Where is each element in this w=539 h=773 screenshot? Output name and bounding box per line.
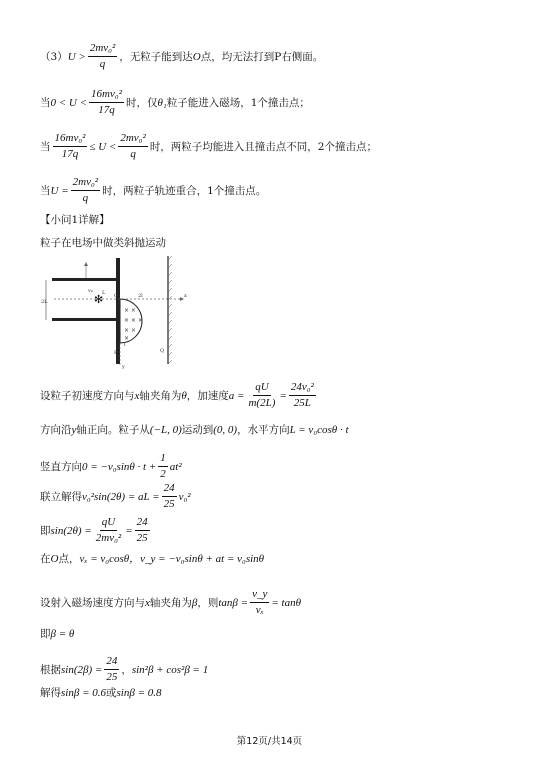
math-expr: (0, 0) [213, 424, 238, 436]
fraction-numerator: 1 [158, 452, 168, 467]
text-segment: 运动到 [181, 424, 214, 436]
fraction [89, 88, 124, 117]
fraction-denominator: 25L [293, 397, 311, 409]
text-line [40, 381, 318, 410]
fraction-numerator: qU [100, 516, 117, 531]
text-segment: 时，仅 [126, 96, 158, 109]
text-line [40, 132, 377, 161]
text-line [40, 482, 191, 511]
label-l: L [102, 290, 106, 296]
math-expr: = tanθ [271, 596, 301, 609]
math-expr: x [134, 389, 140, 402]
math-expr: v_y = −v₀sinθ + at = v₀sinθ [140, 553, 265, 565]
math-expr: = [125, 524, 133, 537]
text-line [40, 452, 182, 481]
fraction-denominator: 17q [98, 104, 115, 116]
text-line [40, 655, 208, 684]
fraction-denominator: vₓ [255, 604, 264, 616]
math-expr: U = [50, 184, 69, 197]
text-segment: 根据 [40, 663, 61, 676]
fraction-numerator: 16mv₀² [53, 132, 88, 147]
math-expr: sinβ = 0.8 [116, 687, 162, 699]
fraction-numerator: 16mv₀² [89, 88, 124, 103]
text-segment: 粒子能进入磁场，1个撞击点； [166, 96, 310, 109]
text-line [40, 42, 323, 71]
fraction-denominator: q [130, 148, 136, 160]
fraction-denominator: m(2L) [248, 397, 276, 409]
text-segment: 时，两粒子轨迹重合，1个撞击点。 [102, 184, 267, 197]
math-expr: sinβ = 0.6 [61, 687, 106, 699]
label-o: O [114, 293, 119, 299]
label-x: x [184, 293, 187, 299]
fraction-denominator: q [82, 192, 89, 204]
text-segment: 或 [106, 687, 117, 699]
math-expr: L = v₀cosθ · t [289, 424, 349, 436]
math-expr: θ [181, 389, 187, 402]
plate-bottom [52, 318, 118, 321]
math-expr: 0 < U < [50, 96, 88, 109]
fraction-denominator: 25 [136, 532, 148, 544]
fraction-numerator: qU [253, 381, 270, 396]
text-line [40, 588, 301, 617]
text-line [40, 423, 349, 437]
text-segment: 联立解得 [40, 490, 82, 503]
fraction [158, 452, 168, 481]
text-segment: 点， [58, 553, 80, 565]
fraction-numerator: 2mv₀² [71, 176, 100, 191]
field-mark: × × [124, 327, 136, 334]
text-segment: ，无粒子能到达 [119, 50, 193, 63]
math-expr: θ₁ [157, 96, 167, 109]
math-expr: U > [67, 50, 86, 63]
text-segment: 当 [40, 96, 51, 109]
fraction [94, 516, 123, 545]
math-expr: β = θ [50, 628, 75, 640]
text-segment: 点，均无法打到P右侧面。 [200, 50, 324, 63]
math-expr: O [192, 50, 201, 63]
math-expr: v₀² [178, 490, 191, 503]
text-segment: 方向沿 [40, 424, 72, 436]
text-segment: 轴夹角为 [149, 596, 192, 609]
text-segment: 当 [40, 140, 51, 153]
math-expr: 0 = −v₀sinθ · t + [82, 460, 157, 473]
math-expr: vₓ = v₀cosθ， [79, 553, 141, 565]
fraction [71, 176, 100, 205]
fraction [104, 655, 119, 684]
math-expr: ≤ U < [89, 140, 117, 153]
plate-top [52, 278, 118, 281]
math-expr: sin²β + cos²β = 1 [131, 663, 209, 676]
text-segment: ， [121, 663, 132, 676]
fraction [88, 42, 117, 71]
text-segment: 即 [40, 524, 51, 537]
fraction-numerator: v_y [250, 588, 269, 603]
label-p: P [114, 350, 118, 356]
text-segment: 当 [40, 184, 51, 197]
text-line [40, 88, 310, 117]
label-v0: v₀ [88, 288, 93, 294]
fraction-numerator: 2mv₀² [118, 132, 147, 147]
math-expr: x [145, 596, 150, 609]
field-mark: × × [124, 307, 136, 314]
label-y: y [122, 364, 125, 370]
section-heading: 【小问1详解】 [40, 214, 110, 226]
math-expr: O [50, 553, 59, 565]
fraction-numerator: 24 [162, 482, 177, 497]
math-expr: y [71, 424, 77, 436]
text-segment: 设射入磁场速度方向与 [40, 596, 145, 609]
text-line [40, 176, 266, 205]
field-mark: × × × [124, 317, 143, 324]
fraction-denominator: 25 [106, 671, 118, 683]
fraction [162, 482, 177, 511]
text-line [40, 627, 74, 641]
text-segment: 设粒子初速度方向与 [40, 389, 135, 402]
text-segment: ，水平方向 [237, 424, 290, 436]
math-expr: (−L, 0) [149, 424, 182, 436]
physics-diagram [40, 254, 200, 370]
fraction-numerator: 24v₀² [289, 381, 316, 396]
text-line [40, 516, 152, 545]
fraction-numerator: 24 [135, 516, 150, 531]
plate-vertical [116, 258, 120, 364]
math-expr: sin(2θ) = [50, 524, 92, 537]
math-expr: = [279, 389, 287, 402]
fraction-numerator: 2mv₀² [88, 42, 117, 57]
text-line [40, 552, 264, 566]
field-mark: × [124, 335, 130, 342]
label-q: Q [160, 348, 165, 354]
fraction-denominator: 2mv₀² [95, 532, 122, 544]
text-segment: ，则 [197, 596, 219, 609]
text-line: 粒子在电场中做类斜抛运动 [40, 237, 166, 249]
text-line [40, 686, 162, 700]
math-expr: β [191, 596, 198, 609]
text-segment: ，加速度 [186, 389, 229, 402]
fraction [135, 516, 150, 545]
math-expr: sin(2β) = [61, 663, 103, 676]
fraction [246, 381, 277, 410]
fraction [250, 588, 269, 617]
fraction [289, 381, 316, 410]
fraction-denominator: 25 [163, 498, 175, 510]
source-icon: ✻ [94, 293, 104, 306]
text-segment: 轴夹角为 [139, 389, 182, 402]
math-expr: a = [228, 389, 245, 402]
text-segment: （3） [40, 50, 68, 63]
y-axis-arrow [84, 262, 88, 266]
label-l-small: l [124, 342, 126, 348]
page-number: 第12页/共14页 [236, 736, 303, 747]
diagram-svg [40, 254, 200, 370]
text-segment: 在 [40, 553, 51, 565]
text-segment: 时，两粒子均能进入且撞击点不同，2个撞击点； [149, 140, 377, 153]
math-expr: tanβ = [218, 596, 249, 609]
label-2l-small: 2l [138, 293, 143, 299]
fraction-denominator: 17q [61, 148, 79, 160]
fraction [118, 132, 147, 161]
math-expr: at² [169, 460, 182, 473]
text-segment: 解得 [40, 687, 61, 699]
fraction [53, 132, 88, 161]
text-segment: 轴正向。粒子从 [76, 424, 150, 436]
text-segment: 即 [40, 628, 51, 640]
text-segment: 竖直方向 [40, 460, 82, 473]
math-expr: v₀²sin(2θ) = aL = [82, 490, 160, 503]
fraction-denominator: 2 [160, 468, 166, 480]
label-2l: 2L [41, 299, 48, 305]
fraction-denominator: q [99, 58, 106, 70]
fraction-numerator: 24 [104, 655, 119, 670]
